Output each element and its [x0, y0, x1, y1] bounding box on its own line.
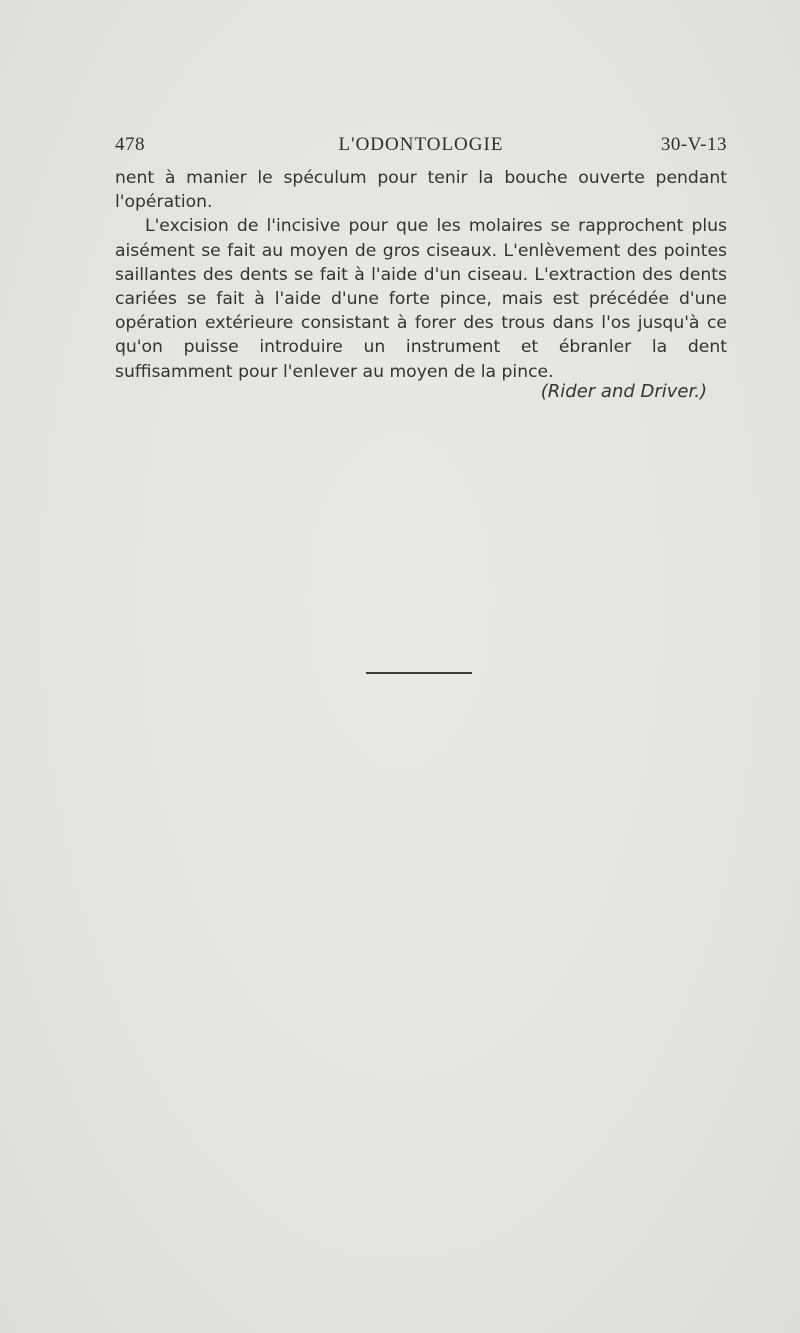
running-head	[115, 134, 727, 162]
journal-title: L'ODONTOLOGIE	[338, 134, 504, 155]
paragraph-continuation: nent à manier le spéculum pour tenir la bouche ouverte pendant l'opération.	[115, 168, 727, 213]
article-body	[115, 166, 727, 384]
paragraph-excision: L'excision de l'incisive pour que les molaires se rapprochent plus aisément se fait au moyen de gros ciseaux. L'enlèvement des pointes saillantes des dents se fait à l'aide d'un ciseau. L'extraction des dents cariées se fait à l'aide d'une forte pince, mais est précédée d'une opération extérieure consistant à forer des trous dans l'os jusqu'à ce qu'on puisse introduire un instrument et ébranler la dent suffisamment pour l'enlever au moyen de la pince.	[115, 216, 727, 382]
issue-date: 30-V-13	[660, 134, 727, 155]
page-number: 478	[115, 134, 145, 155]
closing-rule	[366, 672, 472, 674]
source-attribution: (Rider and Driver.)	[540, 381, 707, 402]
